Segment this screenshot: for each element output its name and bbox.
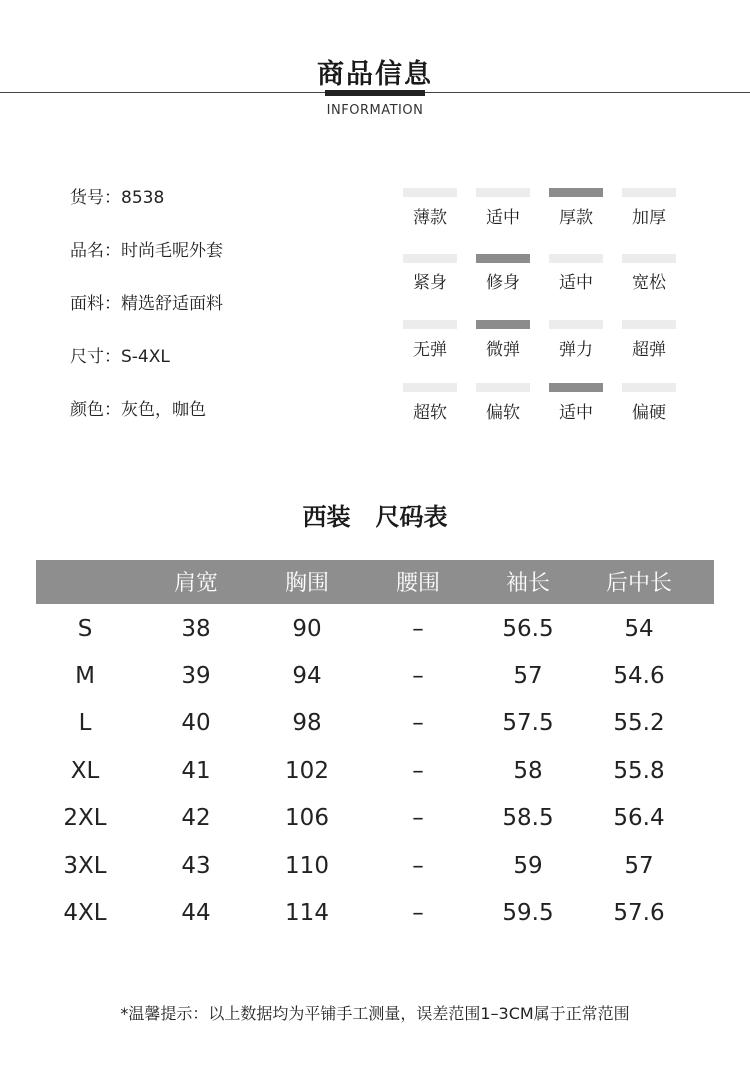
size-table-header-cell: 后中长 — [605, 571, 672, 596]
page-subtitle: INFORMATION — [326, 103, 424, 118]
table-cell: – — [412, 616, 424, 642]
attr-label: 适中 — [559, 273, 593, 293]
table-cell: L — [78, 710, 92, 736]
info-item-sku — [70, 183, 164, 208]
info-value: S-4XL — [121, 347, 170, 367]
table-cell: 42 — [181, 805, 211, 831]
table-cell: 55.8 — [613, 758, 665, 784]
attr-label: 修身 — [486, 273, 520, 293]
table-cell: 54.6 — [613, 663, 665, 689]
attr-bar — [476, 188, 530, 197]
table-cell: S — [77, 616, 93, 642]
info-item-name — [70, 236, 223, 261]
size-table-header-cell: 袖长 — [505, 571, 550, 596]
attr-label: 厚款 — [559, 208, 593, 228]
table-cell: 57 — [513, 663, 543, 689]
table-cell: 90 — [292, 616, 322, 642]
attr-bar — [403, 383, 457, 392]
table-cell: 38 — [181, 616, 211, 642]
attr-label: 超弹 — [632, 340, 666, 360]
table-cell: 98 — [292, 710, 322, 736]
info-value: 精选舒适面料 — [121, 294, 223, 314]
attr-bar — [403, 188, 457, 197]
attr-bar — [476, 254, 530, 263]
table-cell: 57 — [624, 853, 654, 879]
table-cell: – — [412, 900, 424, 926]
table-cell: M — [75, 663, 95, 689]
attr-bar — [622, 383, 676, 392]
attr-bar — [622, 254, 676, 263]
attr-label: 适中 — [559, 403, 593, 423]
table-cell: – — [412, 710, 424, 736]
attr-label: 偏软 — [486, 403, 520, 423]
size-table-header-cell: 肩宽 — [173, 571, 218, 596]
table-cell: 59.5 — [502, 900, 554, 926]
table-cell: – — [412, 853, 424, 879]
table-cell: 57.6 — [613, 900, 665, 926]
measurement-note: *温馨提示：以上数据均为平铺手工测量，误差范围1–3CM属于正常范围 — [120, 1004, 630, 1023]
info-label: 颜色： — [70, 400, 121, 420]
info-item-color — [70, 395, 206, 420]
table-cell: 110 — [285, 853, 329, 879]
size-table-header-cell: 腰围 — [395, 571, 440, 596]
table-cell: 41 — [181, 758, 211, 784]
attr-bar — [549, 320, 603, 329]
attr-label: 偏硬 — [632, 403, 666, 423]
table-cell: 55.2 — [613, 710, 665, 736]
attr-bar — [403, 254, 457, 263]
table-cell: 106 — [285, 805, 329, 831]
table-cell: 44 — [181, 900, 211, 926]
info-item-fabric — [70, 289, 223, 314]
table-cell: 4XL — [63, 900, 107, 926]
attr-label: 微弹 — [486, 340, 520, 360]
title-underline — [325, 90, 425, 96]
attr-bar — [549, 188, 603, 197]
attr-label: 适中 — [486, 208, 520, 228]
size-table-title-left: 西装 — [302, 503, 351, 531]
table-cell: 39 — [181, 663, 211, 689]
table-cell: XL — [70, 758, 100, 784]
attr-label: 宽松 — [632, 273, 666, 293]
attr-bar — [622, 320, 676, 329]
attr-label: 薄款 — [413, 208, 447, 228]
table-cell: 59 — [513, 853, 543, 879]
size-table-title — [0, 497, 750, 532]
attr-label: 加厚 — [632, 208, 666, 228]
attr-bar — [549, 254, 603, 263]
attr-bar — [622, 188, 676, 197]
size-table-header-cell: 胸围 — [284, 571, 329, 596]
info-label: 面料： — [70, 294, 121, 314]
attr-label: 弹力 — [559, 340, 593, 360]
info-label: 尺寸： — [70, 347, 121, 367]
info-label: 货号： — [70, 188, 121, 208]
table-cell: 94 — [292, 663, 322, 689]
attr-bar — [403, 320, 457, 329]
table-cell: 58.5 — [502, 805, 554, 831]
info-item-size — [70, 342, 170, 367]
table-cell: 43 — [181, 853, 211, 879]
attr-label: 超软 — [413, 403, 447, 423]
page-title: 商品信息 — [317, 59, 433, 90]
table-cell: 54 — [624, 616, 654, 642]
info-value: 8538 — [121, 188, 165, 208]
attr-bar — [476, 320, 530, 329]
table-cell: 3XL — [63, 853, 107, 879]
attr-label: 紧身 — [413, 273, 447, 293]
table-cell: 58 — [513, 758, 543, 784]
attr-label: 无弹 — [413, 340, 447, 360]
info-value: 灰色，咖色 — [121, 400, 206, 420]
table-cell: 57.5 — [502, 710, 554, 736]
table-cell: – — [412, 805, 424, 831]
table-cell: 56.5 — [502, 616, 554, 642]
table-cell: – — [412, 663, 424, 689]
table-cell: 102 — [285, 758, 329, 784]
table-cell: 40 — [181, 710, 211, 736]
size-table-title-right: 尺码表 — [375, 503, 448, 531]
table-cell: 56.4 — [613, 805, 665, 831]
attr-bar — [549, 383, 603, 392]
info-value: 时尚毛呢外套 — [121, 241, 223, 261]
table-cell: 114 — [285, 900, 329, 926]
table-cell: 2XL — [63, 805, 107, 831]
attr-bar — [476, 383, 530, 392]
info-label: 品名： — [70, 241, 121, 261]
table-cell: – — [412, 758, 424, 784]
